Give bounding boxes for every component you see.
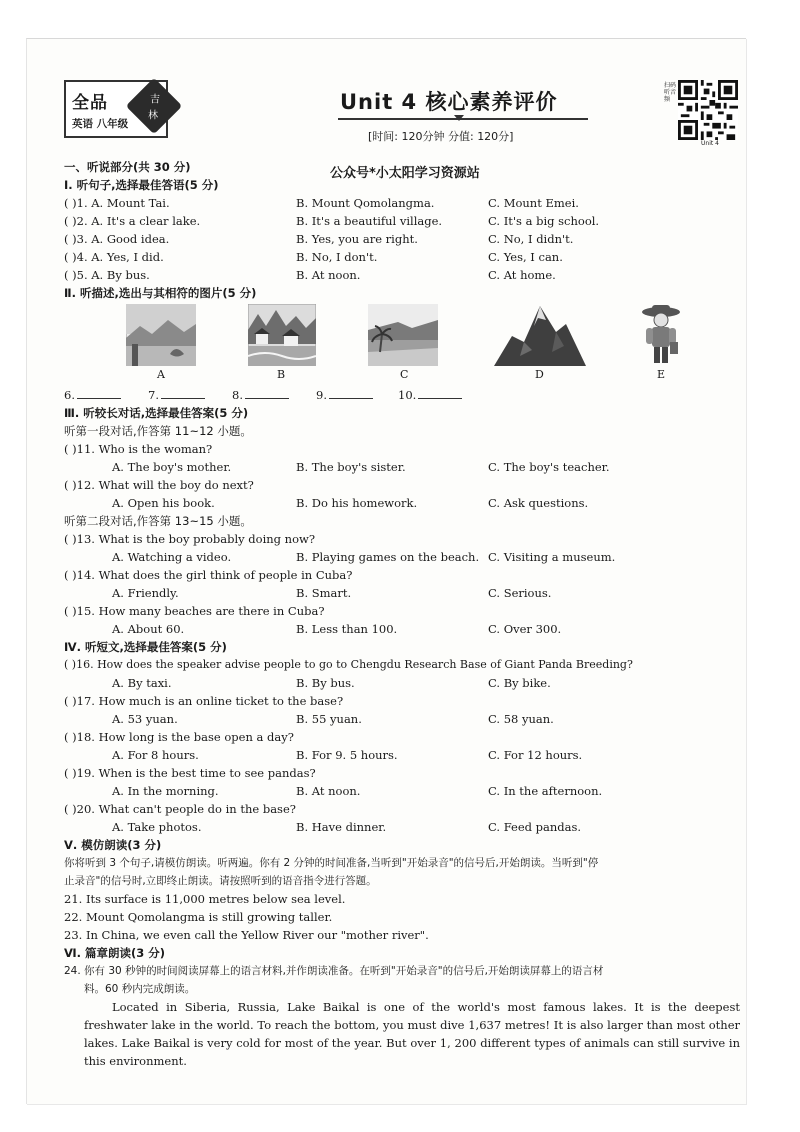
question-text: ( )11. Who is the woman? xyxy=(64,442,213,456)
option-b: B. For 9. 5 hours. xyxy=(296,748,398,762)
question-text: ( )20. What can't people do in the base? xyxy=(64,802,296,816)
blank-number: 8. xyxy=(232,388,243,402)
section-title: Ⅳ. 听短文,选择最佳答案(5 分) xyxy=(64,640,227,654)
brand-name: 全品 xyxy=(72,93,108,113)
option-b: B. Less than 100. xyxy=(296,622,398,636)
option-b: B. Smart. xyxy=(296,586,352,600)
option-a: A. About 60. xyxy=(112,622,185,636)
beach-picture xyxy=(368,304,438,366)
option-c: C. In the afternoon. xyxy=(488,784,603,798)
option-a: A. Friendly. xyxy=(112,586,179,600)
blank-line xyxy=(77,389,121,399)
reading-sentence: 21. Its surface is 11,000 metres below sea level. xyxy=(64,892,346,906)
mountain-picture xyxy=(494,302,586,366)
picture-label: E xyxy=(657,368,666,381)
brand-seal-char: 吉 xyxy=(150,94,161,106)
answer-blank[interactable] xyxy=(148,388,205,402)
reading-sentence: 22. Mount Qomolangma is still growing taller. xyxy=(64,910,333,924)
village-picture xyxy=(248,304,316,366)
answer-blank[interactable] xyxy=(64,388,121,402)
exam-meta: [时间: 120分钟 分值: 120分] xyxy=(368,130,514,143)
section-title: Ⅵ. 篇章朗读(3 分) xyxy=(64,946,166,960)
option-b: B. Have dinner. xyxy=(296,820,387,834)
option-c: C. By bike. xyxy=(488,676,551,690)
section-instruction: 你将听到 3 个句子,请模仿朗读。听两遍。你有 2 分钟的时间准备,当听到"开始录音"的信号后,开始朗读。当听到"停 xyxy=(64,857,599,869)
option-c: C. The boy's teacher. xyxy=(488,460,610,474)
answer-blank[interactable] xyxy=(232,388,289,402)
option-b: B. At noon. xyxy=(296,784,361,798)
question-text: ( )19. When is the best time to see pandas? xyxy=(64,766,316,780)
blank-line xyxy=(245,389,289,399)
section-instruction: 24. 你有 30 秒钟的时间阅读屏幕上的语言材料,并作朗读准备。在听到"开始录音"的信号后,开始朗读屏幕上的语言材 xyxy=(64,965,604,977)
title-underline xyxy=(338,118,588,120)
section-title: Ⅴ. 模仿朗读(3 分) xyxy=(64,838,162,852)
option-c: C. Ask questions. xyxy=(488,496,589,510)
page-title: Unit 4 核心素养评价 xyxy=(340,90,558,114)
qr-caption: 扫码听音频 xyxy=(664,82,677,103)
option-c: C. Mount Emei. xyxy=(488,196,579,210)
picture-label: B xyxy=(277,368,286,381)
brand-seal-char: 林 xyxy=(147,110,158,122)
option-b: B. By bus. xyxy=(296,676,355,690)
picture-label: A xyxy=(157,368,165,381)
person-picture xyxy=(640,302,682,366)
option-b: B. 55 yuan. xyxy=(296,712,362,726)
section-title: Ⅱ. 听描述,选出与其相符的图片(5 分) xyxy=(64,286,257,300)
section-instruction: 听第一段对话,作答第 11~12 小题。 xyxy=(64,424,252,438)
brand-subject: 英语 八年级 xyxy=(72,118,129,130)
question-text: ( )14. What does the girl think of people in Cuba? xyxy=(64,568,353,582)
option-c: C. 58 yuan. xyxy=(488,712,554,726)
blank-line xyxy=(161,389,205,399)
question-text: ( )13. What is the boy probably doing now? xyxy=(64,532,316,546)
picture-label: C xyxy=(400,368,409,381)
option-a: A. 53 yuan. xyxy=(112,712,178,726)
option-a: A. By taxi. xyxy=(112,676,172,690)
option-c: C. At home. xyxy=(488,268,556,282)
option-c: C. For 12 hours. xyxy=(488,748,583,762)
question-text: ( )17. How much is an online ticket to the base? xyxy=(64,694,344,708)
section-title: Ⅰ. 听句子,选择最佳答语(5 分) xyxy=(64,178,219,192)
option-c: C. Feed pandas. xyxy=(488,820,582,834)
watermark-text: 公众号*小太阳学习资源站 xyxy=(330,166,480,181)
option-b: B. Mount Qomolangma. xyxy=(296,196,435,210)
option-c: C. Serious. xyxy=(488,586,552,600)
option-b: B. Do his homework. xyxy=(296,496,418,510)
answer-blank[interactable] xyxy=(398,388,462,402)
question-text: ( )12. What will the boy do next? xyxy=(64,478,254,492)
answer-blank[interactable] xyxy=(316,388,373,402)
section-instruction: 听第二段对话,作答第 13~15 小题。 xyxy=(64,514,252,528)
option-a: A. Watching a video. xyxy=(112,550,232,564)
qr-code-icon[interactable] xyxy=(678,80,738,140)
question-text: ( )4. A. Yes, I did. xyxy=(64,250,164,264)
section-instruction: 料。60 秒内完成朗读。 xyxy=(84,983,196,995)
option-c: C. No, I didn't. xyxy=(488,232,574,246)
option-a: A. In the morning. xyxy=(112,784,219,798)
blank-number: 7. xyxy=(148,388,159,402)
question-text: ( )18. How long is the base open a day? xyxy=(64,730,294,744)
question-text: ( )5. A. By bus. xyxy=(64,268,150,282)
option-a: A. Open his book. xyxy=(112,496,215,510)
question-text: ( )3. A. Good idea. xyxy=(64,232,170,246)
question-text: ( )16. How does the speaker advise people to go to Chengdu Research Base of Giant Panda Breeding? xyxy=(64,658,633,671)
blank-number: 10. xyxy=(398,388,417,402)
option-c: C. Visiting a museum. xyxy=(488,550,616,564)
blank-number: 6. xyxy=(64,388,75,402)
blank-number: 9. xyxy=(316,388,327,402)
option-c: C. It's a big school. xyxy=(488,214,600,228)
question-text: ( )1. A. Mount Tai. xyxy=(64,196,170,210)
part-title: 一、听说部分(共 30 分) xyxy=(64,160,191,174)
option-b: B. The boy's sister. xyxy=(296,460,406,474)
section-title: Ⅲ. 听较长对话,选择最佳答案(5 分) xyxy=(64,406,249,420)
option-a: A. Take photos. xyxy=(112,820,202,834)
option-b: B. No, I don't. xyxy=(296,250,378,264)
option-b: B. At noon. xyxy=(296,268,361,282)
blank-line xyxy=(329,389,373,399)
question-text: ( )15. How many beaches are there in Cuba? xyxy=(64,604,325,618)
picture-label: D xyxy=(535,368,544,381)
blank-line xyxy=(418,389,462,399)
question-text: ( )2. A. It's a clear lake. xyxy=(64,214,201,228)
reading-sentence: 23. In China, we even call the Yellow River our "mother river". xyxy=(64,928,429,942)
qr-unit-label: Unit 4 xyxy=(701,140,719,147)
brand-logo xyxy=(64,80,168,138)
reading-passage: Located in Siberia, Russia, Lake Baikal is one of the world's most famous lakes. It is the deepest freshwater lake in the world. To reach the bottom, you must dive 1,637 metres! It is also larger than most other lakes. Lake Baikal is very cold for most of the year. But over 1, 200 different types of animals can still survive in this environment. xyxy=(84,1000,740,1068)
option-c: C. Over 300. xyxy=(488,622,562,636)
option-b: B. Playing games on the beach. xyxy=(296,550,480,564)
option-b: B. Yes, you are right. xyxy=(296,232,418,246)
option-c: C. Yes, I can. xyxy=(488,250,563,264)
option-b: B. It's a beautiful village. xyxy=(296,214,443,228)
landscape-picture xyxy=(126,304,196,366)
option-a: A. For 8 hours. xyxy=(112,748,199,762)
option-a: A. The boy's mother. xyxy=(112,460,232,474)
section-instruction: 止录音"的信号时,立即终止朗读。请按照听到的语音指令进行答题。 xyxy=(64,875,377,887)
